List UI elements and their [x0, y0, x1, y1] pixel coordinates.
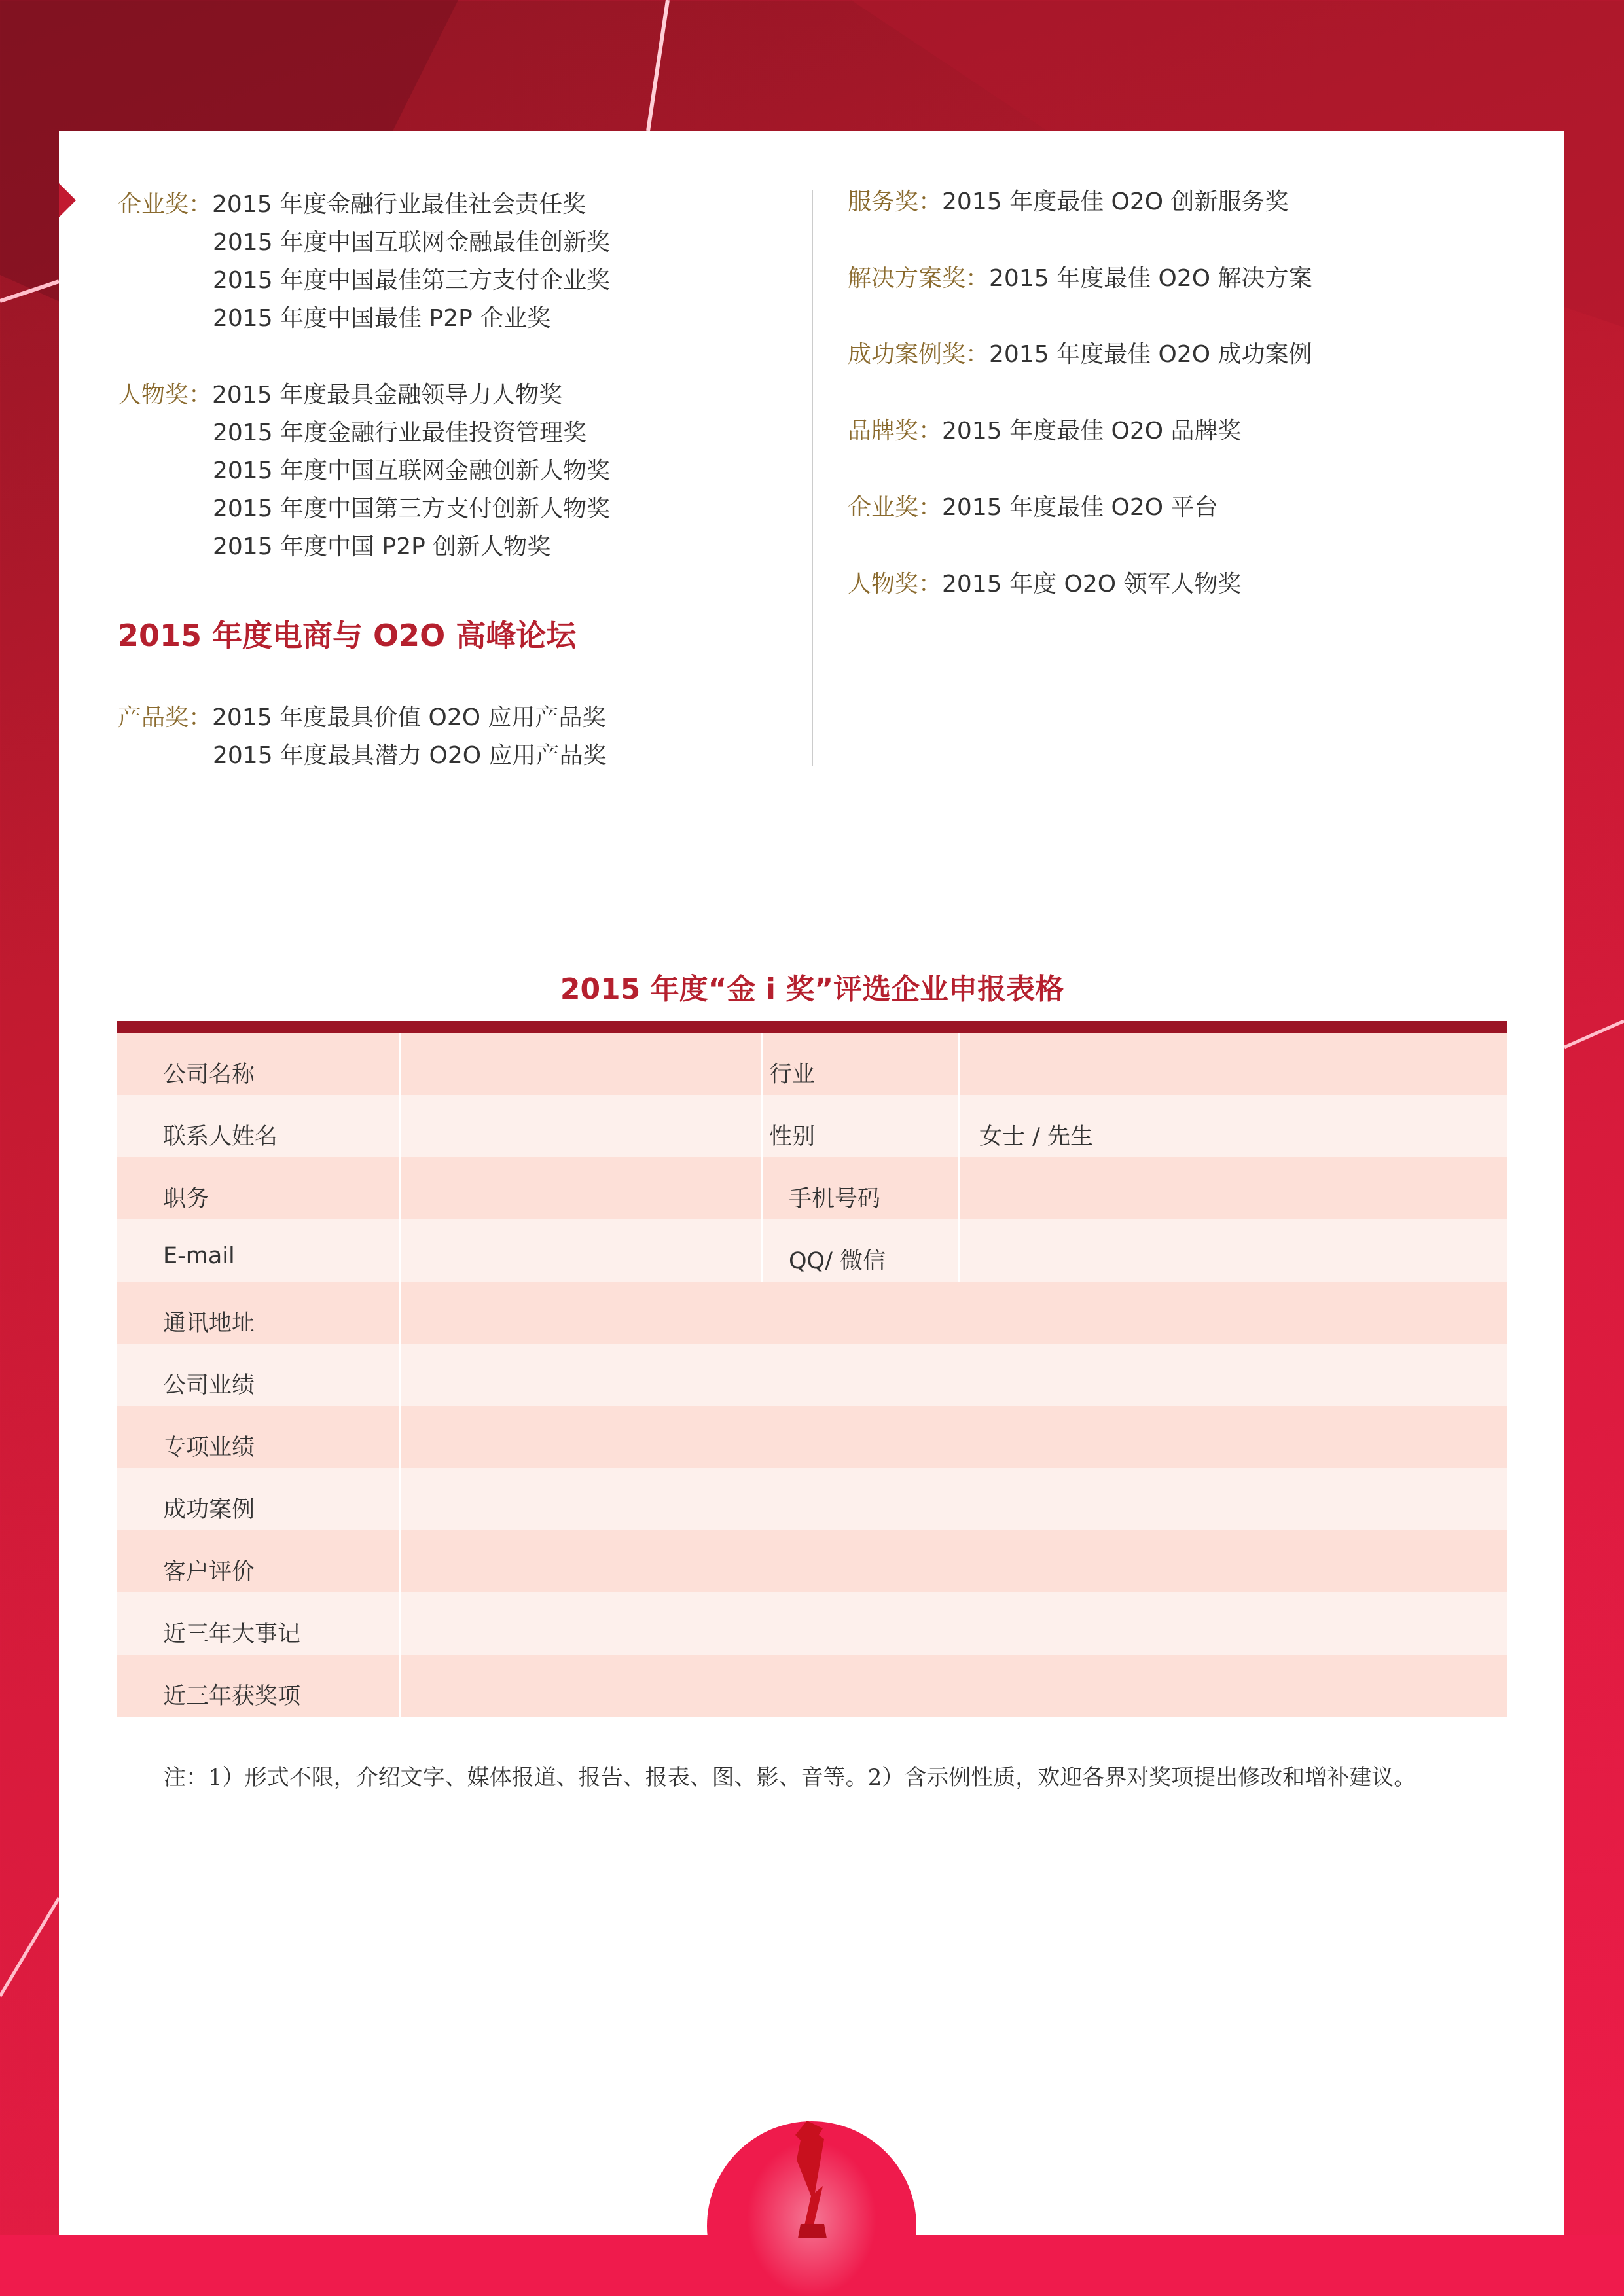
award-item: 2015 年度中国最佳第三方支付企业奖 [213, 267, 611, 294]
field-label: 行业 [763, 1033, 960, 1095]
company-performance-field[interactable] [401, 1344, 1507, 1406]
field-label: 公司名称 [117, 1033, 401, 1095]
award-label: 企业奖： [118, 191, 213, 218]
company-name-field[interactable] [401, 1033, 763, 1095]
form-row [117, 1282, 1507, 1344]
form-title: 2015 年度“金 i 奖”评选企业申报表格 [560, 973, 1064, 1006]
award-label: 品牌奖： [848, 418, 943, 444]
section-title: 2015 年度电商与 O2O 高峰论坛 [118, 618, 577, 653]
award-item: 2015 年度中国最佳 P2P 企业奖 [213, 305, 551, 332]
field-label: 联系人姓名 [117, 1095, 401, 1157]
award-item: 2015 年度中国互联网金融创新人物奖 [213, 457, 611, 484]
form-row [117, 1592, 1507, 1655]
gender-field[interactable]: 女士 / 先生 [979, 1124, 1094, 1150]
field-label: 性别 [763, 1095, 960, 1157]
field-label: 公司业绩 [117, 1344, 401, 1406]
field-label: 通讯地址 [117, 1282, 401, 1344]
trophy-icon [782, 2121, 841, 2245]
field-label: 近三年大事记 [117, 1592, 401, 1655]
field-label: 手机号码 [763, 1157, 960, 1219]
award-item: 2015 年度最佳 O2O 成功案例 [989, 341, 1312, 368]
award-label: 人物奖： [848, 571, 943, 598]
award-label: 服务奖： [848, 188, 943, 215]
award-item: 2015 年度最具价值 O2O 应用产品奖 [212, 704, 606, 731]
form-row [117, 1033, 1507, 1095]
awards-field[interactable] [401, 1655, 1507, 1717]
major-events-field[interactable] [401, 1592, 1507, 1655]
form-row [117, 1344, 1507, 1406]
award-item: 2015 年度最具潜力 O2O 应用产品奖 [213, 742, 607, 769]
award-label: 人物奖： [118, 382, 213, 408]
panel-notch [59, 183, 76, 217]
award-label: 成功案例奖： [848, 341, 990, 368]
special-performance-field[interactable] [401, 1406, 1507, 1468]
form-row [117, 1157, 1507, 1219]
award-item: 2015 年度最具金融领导力人物奖 [212, 382, 563, 408]
form-row [117, 1530, 1507, 1592]
award-label: 企业奖： [848, 494, 943, 521]
form-row [117, 1468, 1507, 1530]
award-label: 产品奖： [118, 704, 213, 731]
contact-name-field[interactable] [401, 1095, 763, 1157]
form-header-bar [117, 1021, 1507, 1033]
field-label: 成功案例 [117, 1468, 401, 1530]
mobile-field[interactable] [960, 1157, 1507, 1219]
award-item: 2015 年度最佳 O2O 品牌奖 [942, 418, 1242, 444]
award-item: 2015 年度最佳 O2O 解决方案 [989, 265, 1312, 292]
form-row [117, 1219, 1507, 1282]
application-form [117, 1033, 1507, 1717]
industry-field[interactable] [960, 1033, 1507, 1095]
award-item: 2015 年度 O2O 领军人物奖 [942, 571, 1242, 598]
field-label: 近三年获奖项 [117, 1655, 401, 1717]
award-item: 2015 年度最佳 O2O 平台 [942, 494, 1218, 521]
field-label: 职务 [117, 1157, 401, 1219]
address-field[interactable] [401, 1282, 1507, 1344]
field-label: QQ/ 微信 [763, 1219, 960, 1282]
form-note: 注：1）形式不限，介绍文字、媒体报道、报告、报表、图、影、音等。2）含示例性质，欢迎各界对奖项提出修改和增补建议。 [164, 1765, 1416, 1791]
field-label: 专项业绩 [117, 1406, 401, 1468]
field-label: 客户评价 [117, 1530, 401, 1592]
award-label: 解决方案奖： [848, 265, 990, 292]
award-item: 2015 年度最佳 O2O 创新服务奖 [942, 188, 1289, 215]
award-item: 2015 年度中国互联网金融最佳创新奖 [213, 229, 611, 256]
award-item: 2015 年度中国第三方支付创新人物奖 [213, 495, 611, 522]
form-row [117, 1095, 1507, 1157]
award-item: 2015 年度金融行业最佳投资管理奖 [213, 420, 587, 446]
award-item: 2015 年度金融行业最佳社会责任奖 [212, 191, 586, 218]
column-divider [812, 190, 813, 766]
award-item: 2015 年度中国 P2P 创新人物奖 [213, 533, 551, 560]
field-label: E-mail [117, 1219, 401, 1282]
position-field[interactable] [401, 1157, 763, 1219]
form-row [117, 1406, 1507, 1468]
email-field[interactable] [401, 1219, 763, 1282]
form-row [117, 1655, 1507, 1717]
success-case-field[interactable] [401, 1468, 1507, 1530]
customer-review-field[interactable] [401, 1530, 1507, 1592]
qq-wechat-field[interactable] [960, 1219, 1507, 1282]
